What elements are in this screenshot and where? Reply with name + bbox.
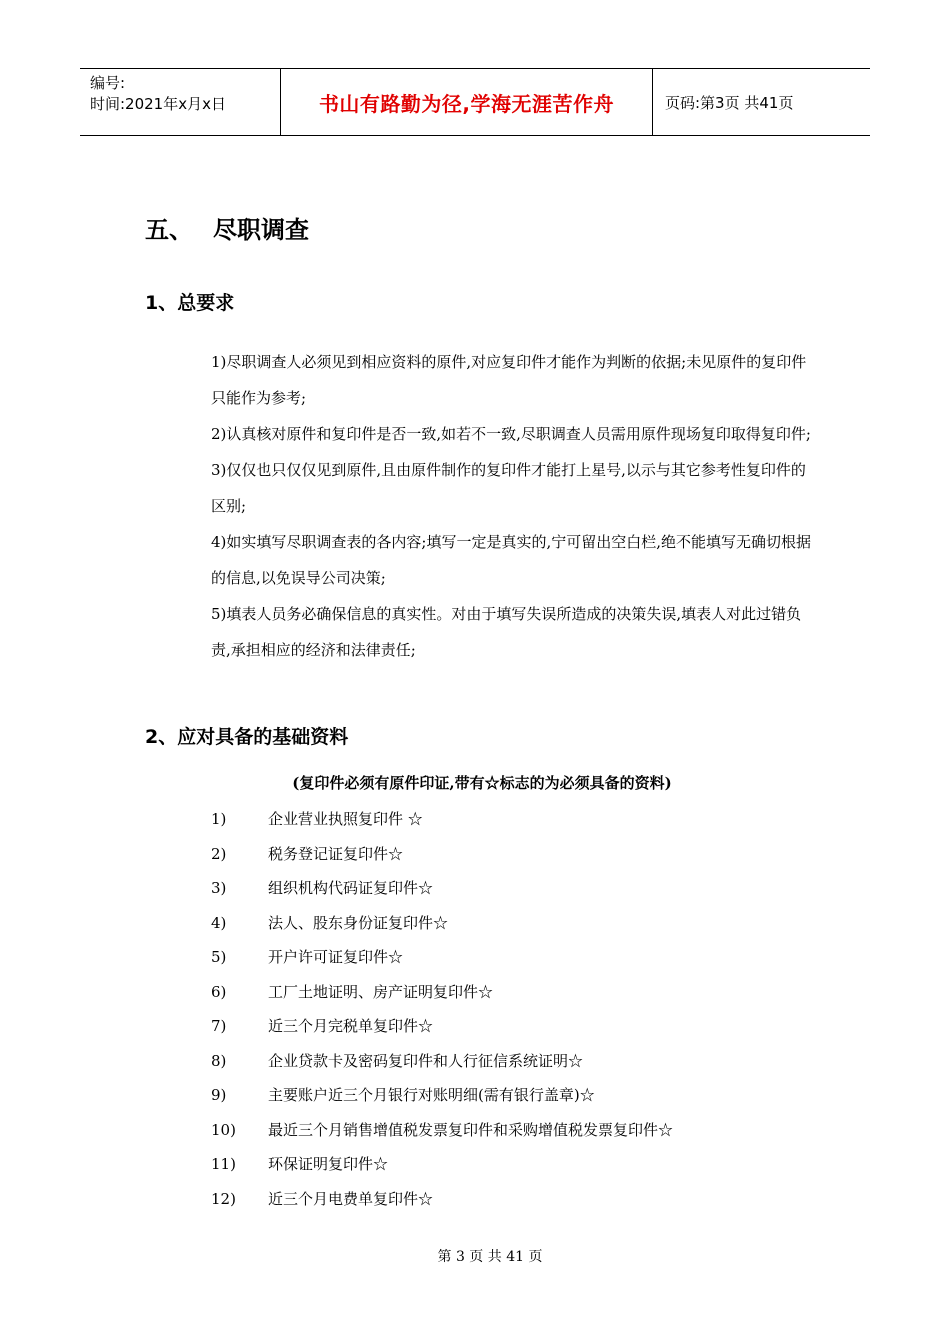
header-motto: 书山有路勤为径,学海无涯苦作舟 (318, 91, 615, 116)
list-item (211, 975, 831, 1010)
list-item-number: 1) (211, 810, 227, 828)
list-item-text: 工厂土地证明、房产证明复印件☆ (268, 982, 494, 1001)
requirement-item: 5)填表人员务必确保信息的真实性。对由于填写失误所造成的决策失误,填表人对此过错负责,承担相应的经济和法律责任; (211, 605, 802, 659)
list-item-number: 7) (211, 1017, 227, 1035)
list-item (211, 1113, 831, 1148)
list-item-number: 6) (211, 982, 227, 1001)
basic-materials-title: 2、应对具备的基础资料 (145, 726, 349, 748)
list-item (211, 802, 831, 837)
list-item-text: 税务登记证复印件☆ (268, 844, 404, 863)
section-title (145, 210, 309, 245)
list-item (211, 1147, 831, 1182)
list-item-text: 最近三个月销售增值税发票复印件和采购增值税发票复印件☆ (268, 1120, 674, 1139)
requirement-item: 2)认真核对原件和复印件是否一致,如若不一致,尽职调查人员需用原件现场复印取得复印件; (211, 425, 811, 443)
list-item-number: 8) (211, 1051, 227, 1070)
list-item-text: 近三个月电费单复印件☆ (268, 1189, 434, 1208)
requirement-item: 1)尽职调查人必须见到相应资料的原件,对应复印件才能作为判断的依据;未见原件的复印件只能作为参考; (211, 353, 807, 407)
materials-list (211, 802, 831, 1216)
list-item (211, 871, 831, 906)
list-item-text: 近三个月完税单复印件☆ (268, 1017, 434, 1035)
list-item (211, 906, 831, 941)
list-item-text: 企业贷款卡及密码复印件和人行征信系统证明☆ (268, 1051, 584, 1070)
header-page-info: 页码:第3页 共41页 (665, 93, 794, 112)
list-item-number: 11) (211, 1155, 236, 1173)
section-heading: 尽职调查 (213, 216, 309, 244)
document-time-label: 时间:2021年x月x日 (90, 95, 226, 113)
general-requirements-list (211, 344, 811, 668)
list-item (211, 837, 831, 872)
list-item-number: 9) (211, 1086, 227, 1104)
list-item-number: 4) (211, 913, 227, 932)
list-item (211, 1009, 831, 1044)
requirement-item: 4)如实填写尽职调查表的各内容;填写一定是真实的,宁可留出空白栏,绝不能填写无确切根据的信息,以免误导公司决策; (211, 533, 811, 587)
header-meta (80, 69, 281, 135)
header-page-info-cell (653, 69, 870, 135)
list-item-text: 开户许可证复印件☆ (268, 948, 404, 966)
general-requirements-title: 1、总要求 (145, 292, 235, 314)
document-number-label: 编号: (90, 74, 126, 92)
list-item (211, 1044, 831, 1079)
list-item-number: 12) (211, 1189, 236, 1208)
page-footer: 第 3 页 共 41 页 (437, 1249, 543, 1265)
list-item-number: 3) (211, 879, 227, 897)
list-item-number: 2) (211, 844, 227, 863)
header-motto-cell (281, 69, 653, 135)
list-item-number: 5) (211, 948, 227, 966)
list-item (211, 1182, 831, 1217)
list-item (211, 940, 831, 975)
list-item-text: 法人、股东身份证复印件☆ (268, 913, 449, 932)
list-item-text: 企业营业执照复印件 ☆ (268, 810, 423, 828)
list-item-number: 10) (211, 1120, 236, 1139)
list-item-text: 环保证明复印件☆ (268, 1155, 389, 1173)
requirement-item: 3)仅仅也只仅仅见到原件,且由原件制作的复印件才能打上星号,以示与其它参考性复印件的区别; (211, 461, 806, 515)
list-item-text: 组织机构代码证复印件☆ (268, 879, 434, 897)
materials-note: (复印件必须有原件印证,带有☆标志的为必须具备的资料) (292, 774, 672, 792)
list-item-text: 主要账户近三个月银行对账明细(需有银行盖章)☆ (268, 1086, 595, 1104)
list-item (211, 1078, 831, 1113)
section-number: 五、 (145, 216, 193, 244)
page-header (80, 68, 870, 136)
